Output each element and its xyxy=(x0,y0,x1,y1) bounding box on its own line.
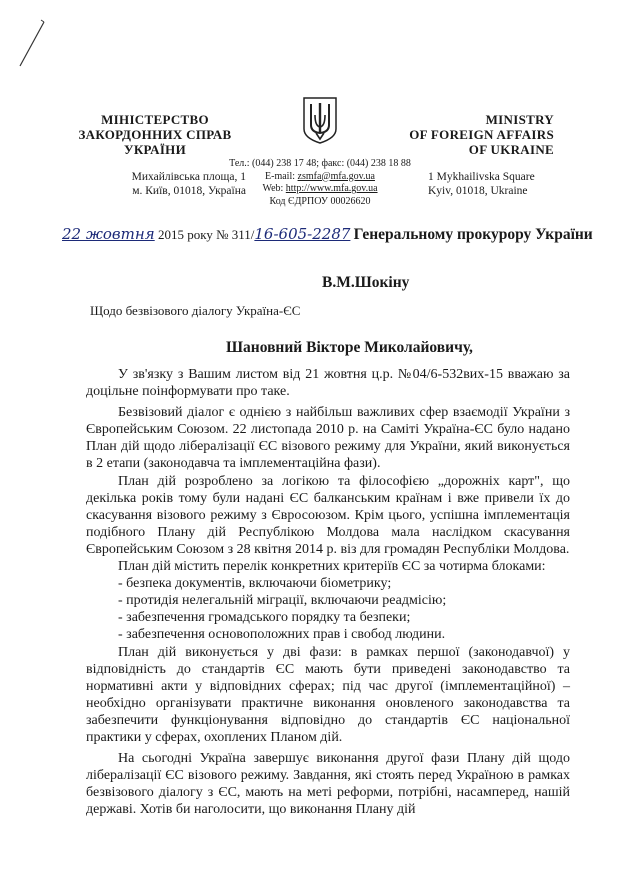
coat-of-arms-icon xyxy=(300,95,340,145)
web-prefix: Web: xyxy=(262,183,286,194)
recipient-name: В.М.Шокіну xyxy=(322,274,410,291)
email-prefix: E-mail: xyxy=(265,170,298,182)
ministry-en-line-3: OF UKRAINE xyxy=(468,142,554,157)
handwritten-date: 22 жовтня xyxy=(62,225,155,243)
address-ua-line-2: м. Київ, 01018, Україна xyxy=(132,185,246,197)
email-line xyxy=(225,171,415,184)
tel-fax: Тел.: (044) 238 17 48; факс: (044) 238 18 88 xyxy=(229,158,411,169)
list-item: - протидія нелегальній міграції, включаючи реадмісію; xyxy=(86,592,570,609)
ministry-en-line-1: MINISTRY xyxy=(485,112,554,127)
paragraph-3: План дій розроблено за логікою та філософією „дорожніх карт", що декілька років тому були надані ЄС балканським країнам і вже привели їх до скасування візового режиму з Євросоюзом. Крім цього, успішна імплементація подібного Плану дій Республікою Молдова мала наслідком скасування Європейським Союзом з 28 квітня 2014 р. віз для громадян Республіки Молдова. xyxy=(86,473,570,557)
list-item: - забезпечення громадського порядку та безпеки; xyxy=(86,609,570,626)
paragraph-4: План дій містить перелік конкретних критеріїв ЄС за чотирма блоками: xyxy=(118,559,546,575)
ministry-ua-line-3: УКРАЇНИ xyxy=(123,142,186,157)
address-en-line-2: Kyiv, 01018, Ukraine xyxy=(428,185,528,197)
web-line xyxy=(225,183,415,196)
ministry-ua-line-2: ЗАКОРДОННИХ СПРАВ xyxy=(78,127,232,142)
criteria-list xyxy=(86,575,570,643)
paragraph-6: На сьогодні Україна завершує виконання другої фази Плану дій щодо лібералізації ЄС візового режиму. Завдання, які стоять перед Україною в рамках безвізового діалогу з ЄС, мають на меті реформи, потрібні, насамперед, нашій державі. Хотів би наголосити, що виконання Плану дій xyxy=(86,751,570,818)
address-ua xyxy=(70,170,246,198)
handwritten-number: 16-605-2287 xyxy=(254,225,351,243)
registration-line xyxy=(62,225,593,244)
paragraph-2: Безвізовий діалог є однією з найбільш важливих сфер взаємодії України з Європейським Союзом. 22 листопада 2010 р. на Саміті Україна-ЄС було надано План дій щодо лібералізації ЄС візового режиму для України, який виконується в 2 етапи (законодавча та імплементаційна фази). xyxy=(86,405,570,472)
address-ua-line-1: Михайлівська площа, 1 xyxy=(131,171,246,183)
pen-mark xyxy=(14,18,48,70)
ministry-en-line-2: OF FOREIGN AFFAIRS xyxy=(409,127,554,142)
edrpou-code: Код ЄДРПОУ 00026620 xyxy=(269,195,371,207)
paragraph-5: План дій виконується у дві фази: в рамках першої (законодавчої) у відповідність до стандартів ЄС мають бути приведені законодавство та нормативні акти у відповідних сферах; під час другої (імплементаційної) – необхідно організувати практичне виконання оновленого законодавства та забезпечити функціонування відповідно до стандартів ЄС національної практики у сферах, охоплених Планом дій. xyxy=(86,644,570,745)
ministry-name-ua xyxy=(62,112,248,157)
ministry-ua-line-1: МІНІСТЕРСТВО xyxy=(101,112,209,127)
ministry-name-en xyxy=(386,112,554,157)
email-link[interactable]: zsmfa@mfa.gov.ua xyxy=(297,170,375,182)
address-en xyxy=(428,170,568,198)
list-item: - забезпечення основоположних прав і свобод людини. xyxy=(86,626,570,643)
recipient-title: Генеральному прокурору України xyxy=(353,226,593,243)
contacts-block xyxy=(225,158,415,208)
list-item: - безпека документів, включаючи біометрику; xyxy=(86,575,570,592)
address-en-line-1: 1 Mykhailivska Square xyxy=(428,171,535,183)
web-link[interactable]: http://www.mfa.gov.ua xyxy=(285,183,378,194)
registration-year-number: 2015 року № 311/ xyxy=(157,227,255,242)
salutation: Шановний Вікторе Миколайовичу, xyxy=(226,339,473,356)
subject-line: Щодо безвізового діалогу Україна-ЄС xyxy=(90,303,301,318)
paragraph-1: У зв'язку з Вашим листом від 21 жовтня ц.р. №04/6-532вих-15 вважаю за доцільне поінформувати про таке. xyxy=(86,367,570,400)
letter-body xyxy=(86,366,570,818)
